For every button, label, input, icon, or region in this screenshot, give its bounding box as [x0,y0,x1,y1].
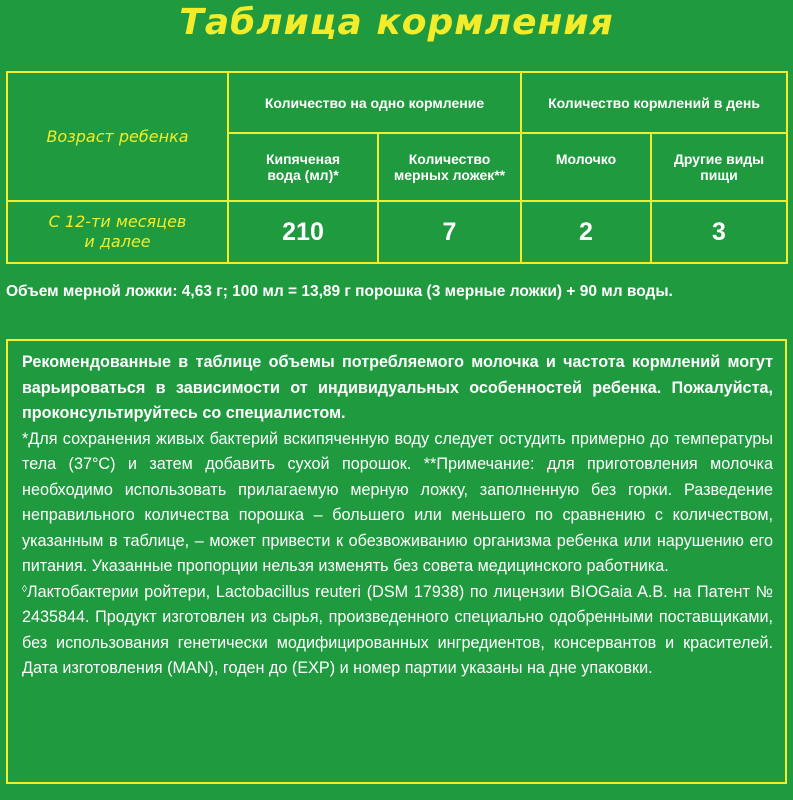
col-header-spoons-line2: мерных ложек** [393,167,506,183]
col-header-water-line1: Кипяченая [265,151,341,167]
info-box [6,339,787,784]
col-header-spoons [379,134,520,200]
footnote-lacto-paragraph [22,580,773,682]
footnote-water: *Для сохранения живых бактерий вскипяченную воду следует остудить примерно до температуры тела (37°С) и затем добавить сухой порошок. **Примечание: для приготовления молочка необходимо использовать прилагаемую мерную ложку, заполненную без горки. Разведение неправильного количества порошка – большего или меньшего по сравнению с количеством, указанным в таблице, – может привести к обезвоживанию организма ребенка или нарушению его питания. Указанные пропорции нельзя изменять без совета медицинского работника. [22,429,773,575]
row-age [8,202,227,262]
spoon-volume-note: Объем мерной ложки: 4,63 г; 100 мл = 13,89 г порошка (3 мерные ложки) + 90 мл воды. [6,283,673,300]
cell-other: 3 [712,217,726,246]
row-age-line2: и далее [84,232,151,251]
footnote-lacto: Лактобактерии ройтери, Lactobacillus reuteri (DSM 17938) по лицензии BIOGaia A.B. на Патент № 2435844. Продукт изготовлен из сырья, произведенного специально одобренными поставщиками, без использования генетически модифицированных ингредиентов, консервантов и красителей. Дата изготовления (MAN), годен до (EXP) и номер партии указаны на дне упаковки. [22,582,773,677]
col-header-other-line1: Другие виды [673,151,765,167]
col-header-water-line2: вода (мл)* [267,167,339,183]
group-header-count: Количество кормлений в день [548,94,760,111]
row-age-line1: С 12-ти месяцев [48,212,187,231]
cell-milk: 2 [579,217,593,246]
col-header-other-line2: пищи [700,167,738,183]
cell-spoons: 7 [442,217,457,246]
cell-water: 210 [282,217,324,246]
col-header-milk: Молочко [555,151,617,167]
group-header-amount: Количество на одно кормление [264,94,485,111]
feeding-table [6,71,788,264]
col-header-spoons-line1: Количество [408,151,491,167]
footnote-mark: ◊ [22,583,27,595]
col-header-water [229,134,377,200]
age-header: Возраст ребенка [46,126,189,146]
col-header-other [652,134,786,200]
recommendation-text: Рекомендованные в таблице объемы потребляемого молочка и частота кормлений могут варьироваться в зависимости от индивидуальных особенностей ребенка. Пожалуйста, проконсультируйтесь со специалистом. [22,353,773,422]
page-title: Таблица кормления [179,2,614,43]
